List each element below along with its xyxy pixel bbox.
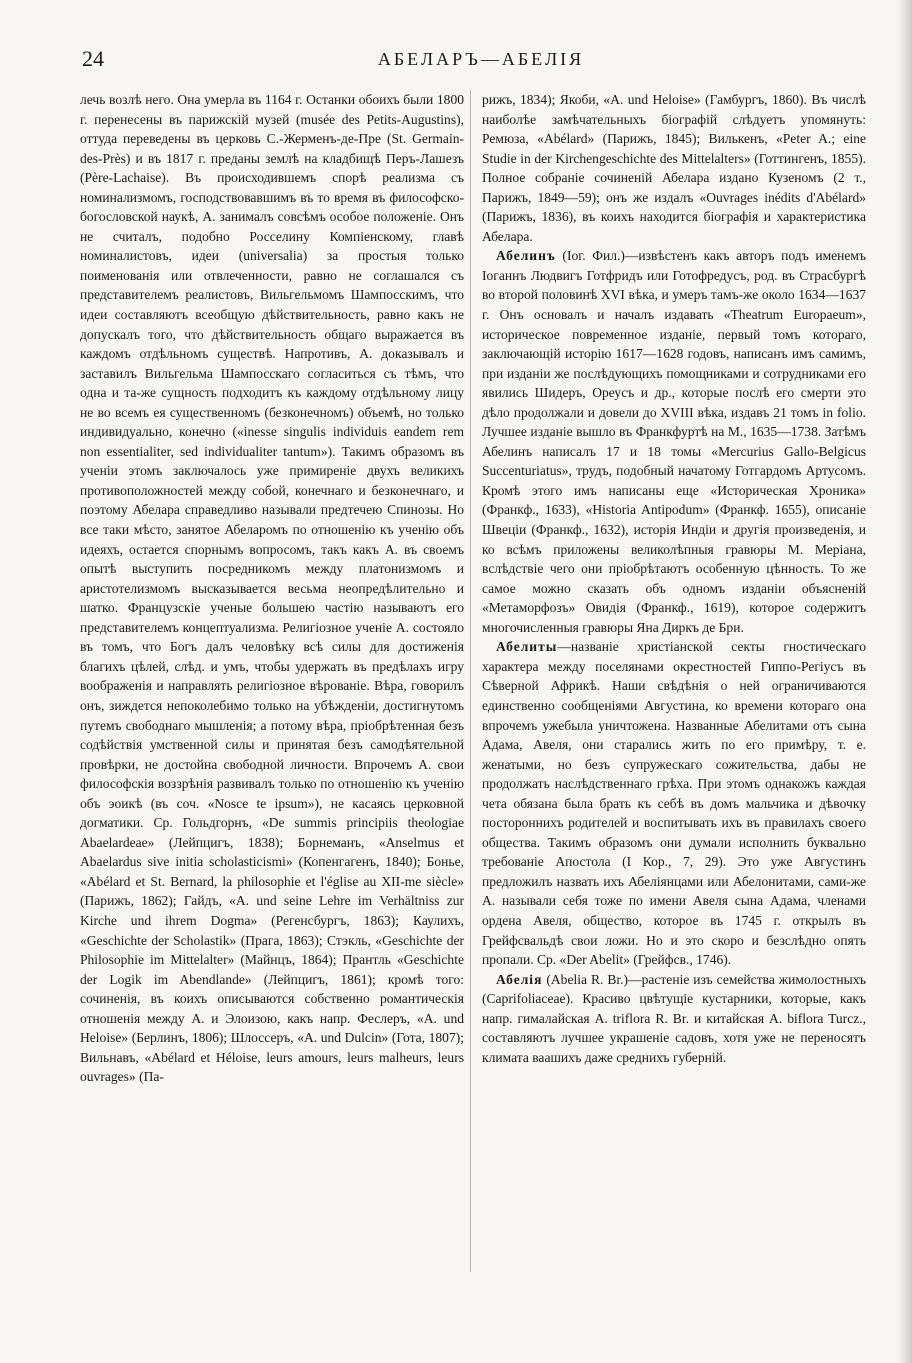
entry-text: (Іог. Фил.)—извѣстенъ какъ авторъ подъ именемъ Іоганнъ Людвигъ Готфридъ или Готофредусъ, род. въ Страсбургѣ во второй половинѣ XVI вѣка, и умеръ тамъ-же около 1634—1637 г. Онъ основалъ и началъ издавать «Theatrum Europaeum», историческое повременное изданіе, первый томъ котораго, заключающій исторію 1617—1628 годовъ, написанъ имъ самимъ, при изданіи же послѣдующихъ помощниками и сотрудниками его явились Шидеръ, Ореусъ и др., которые послѣ его смерти это дѣло продолжали и довели до XVIII вѣка, издавъ 21 томъ in folio. Лучшее изданіе вышло въ Франкфуртѣ на М., 1635—1738. Затѣмъ Абелинъ написалъ 17 и 18 томы «Mercurius Gallo-Belgicus Succenturiatus», трудъ, подобный начатому Готгардомъ Артусомъ. Кромѣ этого имъ написаны еще «Историческая Хроника» (Франкф., 1633), «Historia Antipodum» (Франкф. 1655), описаніе Швеціи (Франкф., 1632), исторія Индіи и другія произведенія, и ко всѣмъ приложены великолѣпныя гравюры М. Меріана, вслѣдствіе чего они пріобрѣтаютъ особенную цѣнность. То же самое можно сказать объ одномъ изданіи объясненій «Метаморфозъ» Овидія (Франкф., 1619), которое содержитъ многочисленныя гравюры Яна Диркъ де Бри. — [482, 248, 866, 635]
entry-text: (Abelia R. Br.)—растеніе изъ семейства жимолостныхъ (Caprifoliaceae). Красиво цвѣтущіе кустарники, которые, какъ напр. гималайская A. triflora R. Br. и китайская A. biflora Turcz., составляютъ лучшее украшеніе садовъ, хотя уже не переносятъ климата ваашихъ даже среднихъ губерній. — [482, 971, 866, 1065]
left-column — [80, 90, 464, 1087]
page-edge-shadow — [898, 0, 912, 1363]
entry-abelin — [482, 246, 866, 637]
entry-abelia — [482, 970, 866, 1068]
entry-abelity — [482, 637, 866, 969]
entry-continuation-text: лечь возлѣ него. Она умерла въ 1164 г. Останки обоихъ были 1800 г. перенесены въ парижскій музей (musée des Petits-Augustins), оттуда переведены въ церковь С.-Жерменъ-де-Пре (St. Germain-des-Près) и въ 1817 г. преданы землѣ на кладбищѣ Перъ-Лашезъ (Père-Lachaise). Въ происходившемъ спорѣ реализма съ номинализмомъ, господствовавшимъ въ то время въ философско-богословской наукѣ, А. занималъ совсѣмъ особое положеніе. Онъ не считалъ, подобно Росселину Компіенскому, главѣ номиналистовъ, идеи (universalia) за простыя только поименованія или отвлеченности, равно не соглашался съ представителемъ реалистовъ, Вильгельмомъ Шампосскимъ, что идеи составляютъ всеобщую дѣйствительность, равно какъ не допускалъ того, что дѣйствительность общаго выражается въ каждомъ отдѣльномъ существѣ. Напротивъ, А. доказывалъ и заставилъ Вильгельма Шампосскаго согласиться съ тѣмъ, что одна и та-же сущность подходитъ къ каждому отдѣльному лицу не во всемъ ея существенномъ (безконечномъ) объемѣ, но только индивидуально, конечно («inesse singulis individuis eandem rem non essentialiter, sed individualiter tantum»). Такимъ образомъ въ ученіи этомъ заключалось уже примиреніе двухъ великихъ противоположностей между собой, конечнаго и безконечнаго, и поэтому Абелара справедливо называли предтечею Спинозы. Но все таки мѣсто, занятое Абеларомъ по отношенію къ ученію объ идеяхъ, остается спорнымъ вопросомъ, такъ какъ А. въ своемъ опытѣ выступить посредникомъ между платонизмомъ и аристотелизмомъ высказывается весьма неопредѣлительно и шатко. Французскіе ученые большею частію называютъ его представителемъ концептуализма. Религіозное ученіе А. состояло въ томъ, что Богъ далъ человѣку всѣ силы для достиженія благихъ цѣлей, слѣд. и умъ, чтобы удержать въ предѣлахъ игру воображенія и направлять религіозное вѣрованіе. Вѣра, говорилъ онъ, зиждется непоколебимо только на убѣжденіи, достигнутомъ путемъ свободнаго мышленія; а потому вѣра, пріобрѣтенная безъ содѣйствія умственной силы и принятая безъ самодѣятельной провѣрки, не достойна свободной личности. Впрочемъ А. свои философскія воззрѣнія развивалъ только по отношенію къ ученію объ эоикѣ (въ соч. «Nosce te ipsum»), не касаясь церковной догматики. Ср. Гольдгорнъ, «De summis principiis theologiae Abaelardeae» (Лейпцигъ, 1838); Борнеманъ, «Anselmus et Abaelardus sive initia scholasticismi» (Копенгагенъ, 1840); Боньe, «Abélard et St. Bernard, la philosophie et l'église au XII-me siècle» (Парижъ, 1862); Гайдъ, «A. und seine Lehre im Verhältniss zur Kirche und ihrem Dogma» (Регенсбургъ, 1863); Каулихъ, «Geschichte der Scholastik» (Прага, 1863); Стэкль, «Geschichte der Philosophie im Mittelalter» (Майнцъ, 1864); Прантль «Geschichte der Logik im Abendlande» (Лейпцигъ, 1861); кромѣ того: сочиненія, въ коихъ описываются собственно романтическія отношенія между А. и Элоизою, какъ напр. Феслеръ, «A. und Heloise» (Берлинъ, 1806); Шлоссеръ, «A. und Dulcin» (Гота, 1807); Вильнавъ, «Abélard et Héloise, leurs amours, leurs malheurs, leurs ouvrages» (Па- — [80, 92, 464, 1085]
entry-text: —названіе христіанской секты гностическаго характера между поселянами окрестностей Гиппо-Регіусъ въ Сѣверной Африкѣ. Наши свѣдѣнія о ней ограничиваются единственно сообщеніями Августина, ко времени котораго она впрочемъ ужебыла уничтожена. Названные Абелитами отъ сына Адама, Авеля, они старались жить по его примѣру, т. е. женатыми, но безъ супружескаго сожительства, дабы не продолжать наслѣдственнаго грѣха. При этомъ однакожъ каждая чета обязана была брать къ себѣ въ домъ мальчика и дѣвочку постороннихъ родителей и воспитывать ихъ въ правилахъ своего общества. Такимъ образомъ они думали исполнить буквально требованіе Апостола (I Кор., 7, 29). Это уже Августинъ предложилъ назвать ихъ Абеліянцами или Абелонитами, сами-же А. называли себя тоже по имени Авеля сына Адама, членами ордена Авеля, общество, которое въ 1745 г. открылъ въ Грейфсвальдѣ свои ложи. Но и это скоро и безслѣдно опять пропали. Ср. «Der Abelit» (Грейфсв., 1746). — [482, 639, 866, 968]
page-header — [78, 46, 884, 76]
right-column — [482, 90, 866, 1067]
entry-continuation-text: рижъ, 1834); Якоби, «A. und Heloise» (Гамбургъ, 1860). Въ числѣ наиболѣе замѣчательныхъ біографій слѣдуетъ упомянуть: Ремюза, «Abélard» (Парижъ, 1845); Вилькенъ, «Peter A.; eine Studie in der Kirchengeschichte des Mittelalters» (Готтингенъ, 1855). Полное собраніе сочиненій Абелара издано Кузеномъ (2 т., Парижъ, 1849—59); онъ же издалъ «Ouvrages inédits d'Abélard» (Парижъ, 1836), въ коихъ находится біографія и характеристика Абелара. — [482, 92, 866, 244]
page-number: 24 — [82, 46, 104, 71]
entry-headword: Абелинъ — [496, 248, 556, 264]
running-head: АБЕЛАРЪ—АБЕЛІЯ — [377, 49, 585, 69]
entry-headword: Абелиты — [496, 639, 558, 655]
entry-headword: Абелія — [496, 971, 543, 987]
column-divider — [470, 90, 471, 1272]
